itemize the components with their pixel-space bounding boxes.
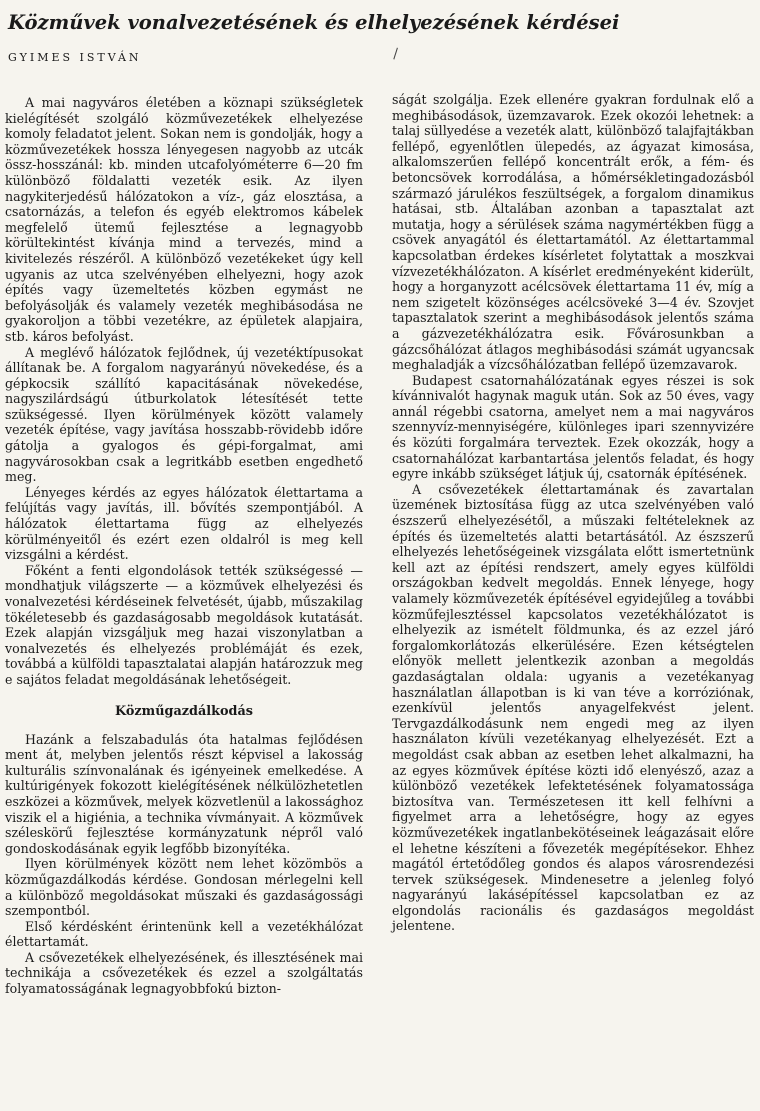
paragraph: Lényeges kérdés az egyes hálózatok élettartama a felújítás vagy javítás, ill. bővítés szempontjából. A hálózatok élettartama függ az elhelyezés körülményeitől és ezért ezen oldalról is meg kell vizsgálni a kérdést. — [5, 484, 363, 563]
paragraph: A csővezetékek élettartamának és zavartalan üzemének biztosítása függ az utca szelvényében való észszerű elhelyezésétől, a műszaki feltételeknek az építés és üzemeltetés alatti betartásától. Az észszerű elhelyezés lehetőségeinek vizsgálata előtt ismertetnünk kell azt az építési rendszert, amely egyes külföldi országokban kedvelt megoldás. Ennek lényege, hogy valamely közművezeték építésével egyidejűleg a további közműfejlesztéssel kapcsolatos vezetékhálózatot is elhelyezik az ismételt földmunka, és az ezzel járó forgalomkorlátozás elkerülésére. Ezen kétségtelen előnyök mellett jelentkezik azonban a megoldás gazdaságtalan oldala: ugyanis a vezetékanyag használatlan állapotban is ki van téve a korróziónak, ezenkívül jelentős anyagelfekvést jelent. Tervgazdálkodásunk nem engedi meg az ilyen használaton kívüli vezetékanyag elhelyezését. Ezt a megoldást csak abban az esetben lehet alkalmazni, ha az egyes közművek építése közti idő elenyésző, azaz a különböző vezetékek lefektetésének folyamatossága biztosítva van. Természetesen itt kell felhívni a figyelmet arra a lehetőségre, hogy az egyes közművezetékek ingatlanbekötéseinek leágazásait előre el lehetne készíteni a fővezeték megépítésekor. Ehhez magától értetődőleg gondos és alapos városrendezési tervek szükségesek. Mindenesetre a jelenleg folyó nagyarányú lakásépítéssel kapcsolatban ez az elgondolás racionális és gazdaságos megoldást jelentene. — [392, 481, 754, 934]
paragraph: Első kérdésként érintenünk kell a vezetékhálózat élettartamát. — [5, 918, 363, 950]
paragraph: A mai nagyváros életében a köznapi szükségletek kielégítését szolgáló közművezetékek elhelyezése komoly feladatot jelent. Sokan nem is gondolják, hogy a közművezetékek hossza lényegesen nagyobb az utcák össz-hosszánál: kb. minden utcafolyóméterre 6—20 fm különböző földalatti vezeték esik. Az ilyen nagykiterjedésű hálózatokon a víz-, gáz elosztása, a csatornázás, a telefon és egyéb elektromos kábelek megfelelő ütemű fejlesztése a legnagyobb körültekintést kívánja mind a tervezés, mind a kivitelezés részéről. A különböző vezetékeket úgy kell ugyanis az utca szelvényében elhelyezni, hogy azok építés vagy üzemeltetés közben egymást ne befolyásolják és valamely vezeték meghibásodása ne gyakoroljon a többi vezetékre, az épületek alapjaira, stb. káros befolyást. — [5, 95, 363, 344]
article-author: GYIMES ISTVÁN — [8, 51, 142, 64]
article-title: Közművek vonalvezetésének és elhelyezésének kérdései — [8, 11, 620, 34]
stray-pen-mark: \ — [388, 46, 402, 62]
paragraph-continued: ságát szolgálja. Ezek ellenére gyakran fordulnak elő a meghibásodások, üzemzavarok. Ezek okozói lehetnek: a talaj süllyedése a vezeték alatt, különböző talajfajtákban fellépő, egyenlőtlen ülepedés, az ágyazat kimosása, alkalomszerűen fellépő koncentrált erők, a fém- és betoncsövek korrodálása, a hőmérsékletingadozásból származó járulékos feszültségek, a forgalom dinamikus hatásai, stb. Általában azonban a tapasztalat azt mutatja, hogy a sérülések száma nagymértékben függ a csövek anyagától és élettartamától. Az élettartammal kapcsolatban érdekes kísérletet folytattak a moszkvai vízvezetékhálózaton. A kísérlet eredményeként kiderült, hogy a horganyzott acélcsövek élettartama 11 év, míg a nem szigetelt közönséges acélcsöveké 3—4 év. Szovjet tapasztalatok szerint a meghibásodások jelentős száma a gázvezetékhálózatra esik. Fővárosunkban a gázcsőhálózat átlagos meghibásodási számát ugyancsak meghaladják a vízcsőhálózatban fellépő üzemzavarok. — [392, 92, 754, 373]
left-column — [5, 95, 363, 997]
paragraph: Főként a fenti elgondolások tették szükségessé — mondhatjuk világszerte — a közművek elhelyezési és vonalvezetési kérdéseinek felvetését, újabb, műszakilag tökéletesebb és gazdaságosabb megoldások kutatását. Ezek alapján vizsgáljuk meg hazai viszonylatban a vonalvezetés és elhelyezés problémáját és ezek, továbbá a külföldi tapasztalatai alapján határozzuk meg e sajátos feladat megoldásának lehetőségeit. — [5, 562, 363, 687]
paragraph: A meglévő hálózatok fejlődnek, új vezetéktípusokat állítanak be. A forgalom nagyarányú növekedése, és a gépkocsik szállító kapacitásának növekedése, nagyszilárdságú útburkolatok létesítését tette szükségessé. Ilyen körülmények között valamely vezeték építése, vagy javítása hosszabb-rövidebb időre gátolja a gyalogos és gépi-forgalmat, ami nagyvárosokban csak a legritkább esetben engedhető meg. — [5, 344, 363, 485]
section-heading: Közműgazdálkodás — [115, 703, 253, 719]
paragraph: Budapest csatornahálózatának egyes részei is sok kívánnivalót hagynak maguk után. Sok az 50 éves, vagy annál régebbi csatorna, amelyet nem a mai nagyváros szennyvíz-mennyiségére, különleges ipari szennyvizére és közúti forgalmára terveztek. Ezek okozzák, hogy a csatornahálózat karbantartása jelentős feladat, és hogy egyre inkább szükséget látjuk új, csatornák építésének. — [392, 372, 754, 482]
right-column — [392, 92, 754, 934]
paragraph: Hazánk a felszabadulás óta hatalmas fejlődésen ment át, melyben jelentős részt képvisel a lakosság kulturális színvonalának és igényeinek emelkedése. A kultúrigények fokozott kielégítésének nélkülözhetetlen eszközei a közművek, melyek közvetlenül a lakossághoz viszik el a higiénia, a technika vívmányait. A közművek széleskörű fejlesztése kormányzatunk népről való gondoskodásának egyik legfőbb bizonyítéka. — [5, 731, 363, 856]
paragraph: A csővezetékek elhelyezésének, és illesztésének mai technikája a csővezetékek és ezzel a szolgáltatás folyamatosságának legnagyobbfokú bizton- — [5, 949, 363, 997]
paragraph: Ilyen körülmények között nem lehet közömbös a közműgazdálkodás kérdése. Gondosan mérlegelni kell a különböző megoldásokat műszaki és gazdaságossági szempontból. — [5, 856, 363, 919]
